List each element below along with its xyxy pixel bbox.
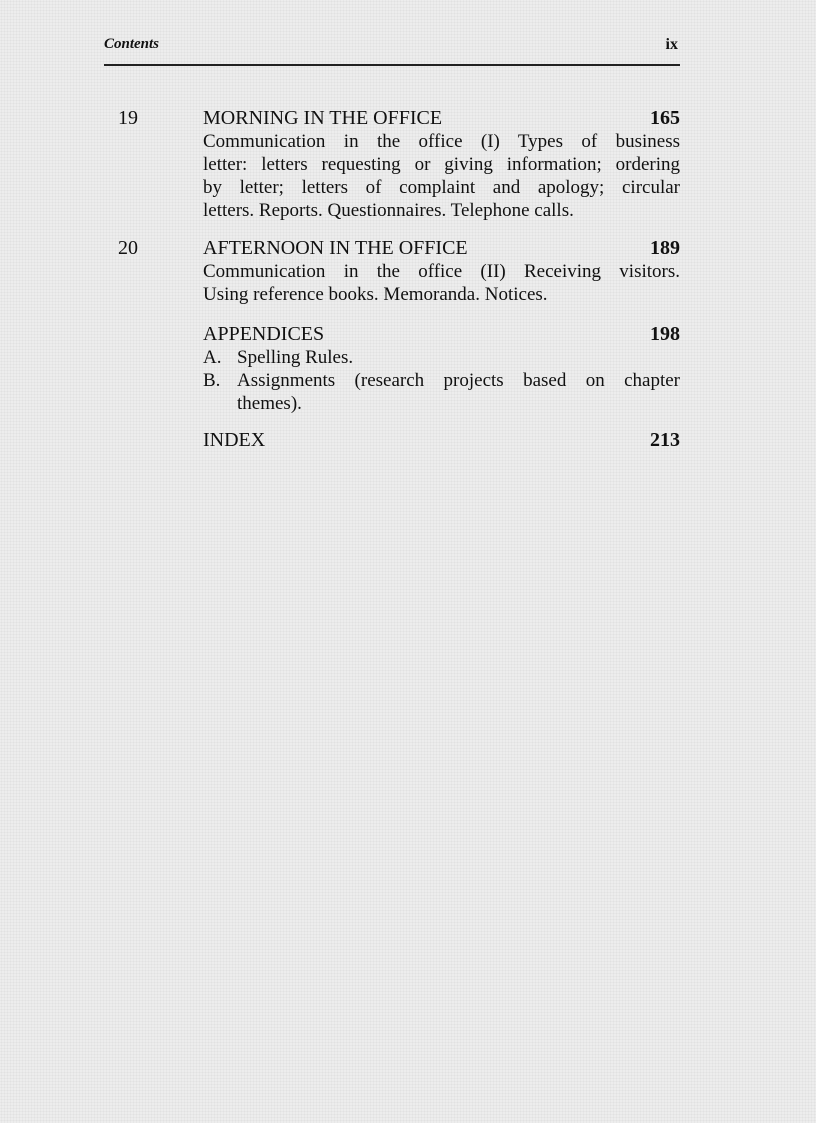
- running-head: [104, 36, 680, 56]
- appendix-line: Spelling Rules.: [237, 347, 354, 368]
- chapter-number: 19: [118, 107, 138, 129]
- chapter-page-number: 165: [650, 107, 680, 129]
- description-line: Using reference books. Memoranda. Notices.: [203, 284, 548, 305]
- appendices-list: [203, 346, 680, 415]
- header-rule: [104, 64, 680, 66]
- chapter-description: [203, 260, 680, 306]
- chapter-title: MORNING IN THE OFFICE: [203, 107, 443, 129]
- index-heading: [203, 428, 680, 452]
- appendices-page-number: 198: [650, 323, 680, 345]
- chapter-number: 20: [118, 237, 138, 259]
- chapter-title: AFTERNOON IN THE OFFICE: [203, 237, 468, 259]
- running-head-title: Contents: [104, 36, 160, 52]
- index-page-number: 213: [650, 429, 680, 451]
- appendices-title: APPENDICES: [203, 323, 325, 345]
- chapter-description: [203, 130, 680, 222]
- appendix-line: themes).: [237, 393, 302, 414]
- appendix-text: [237, 346, 680, 369]
- appendix-label: A.: [203, 347, 222, 368]
- chapter-heading: [203, 106, 680, 130]
- description-line: Communication in the office (II) Receiving visitors.: [203, 261, 680, 282]
- description-line: Communication in the office (I) Types of business: [203, 131, 680, 152]
- appendices-heading: [203, 322, 680, 346]
- page-folio: ix: [665, 36, 678, 53]
- description-line: by letter; letters of complaint and apology; circular: [203, 177, 680, 198]
- appendix-line: Assignments (research projects based on chapter: [237, 370, 680, 391]
- appendix-label: B.: [203, 370, 221, 391]
- appendix-item-a: [203, 346, 680, 369]
- description-line: letter: letters requesting or giving information; ordering: [203, 154, 680, 175]
- chapter-heading: [203, 236, 680, 260]
- appendix-text: [237, 369, 680, 415]
- index-title: INDEX: [203, 429, 266, 451]
- chapter-page-number: 189: [650, 237, 680, 259]
- description-line: letters. Reports. Questionnaires. Telephone calls.: [203, 200, 574, 221]
- appendix-item-b: [203, 369, 680, 415]
